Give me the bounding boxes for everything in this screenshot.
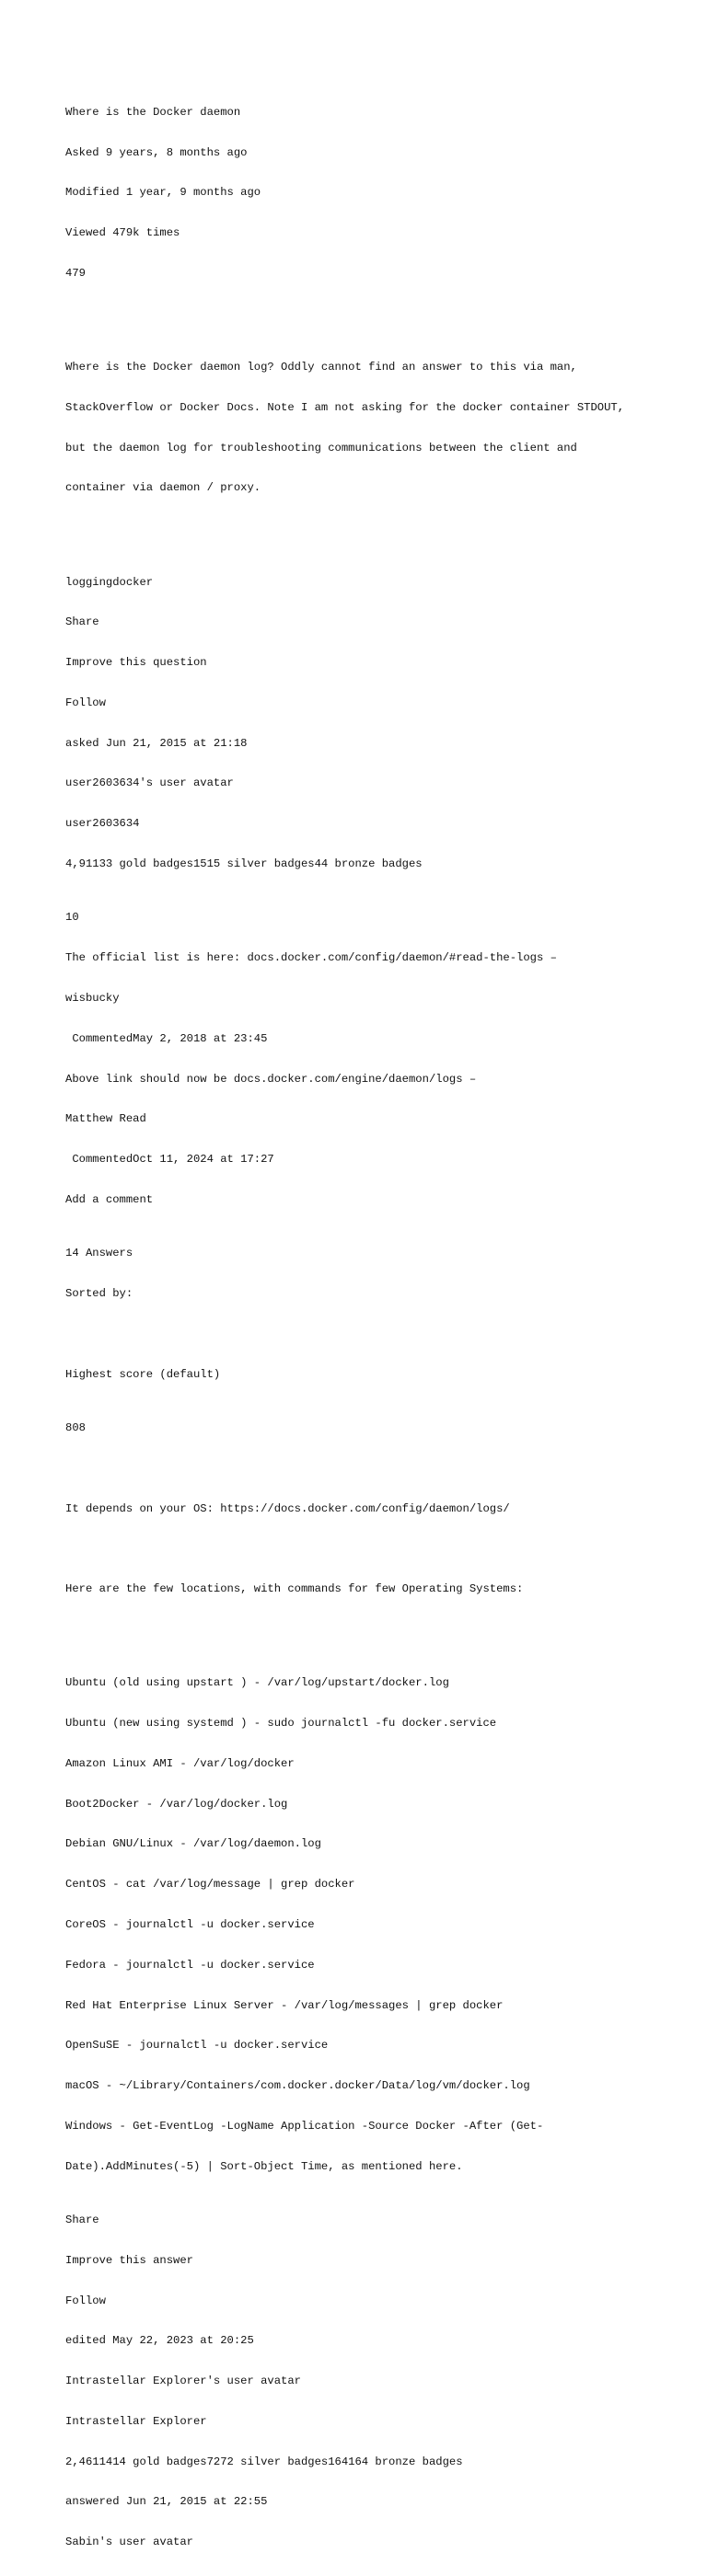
asker-avatar-alt: user2603634's user avatar (65, 776, 234, 790)
location-item: Debian GNU/Linux - /var/log/daemon.log (65, 1837, 321, 1851)
viewed-meta: Viewed 479k times (65, 226, 180, 240)
comment-score: 10 (65, 911, 79, 925)
question-body-line: Where is the Docker daemon log? Oddly cannot find an answer to this via man, (65, 361, 577, 374)
edited-timestamp-link[interactable]: edited May 22, 2023 at 20:25 (65, 2334, 254, 2348)
location-item: Boot2Docker - /var/log/docker.log (65, 1797, 288, 1811)
location-item: macOS - ~/Library/Containers/com.docker.docker/Data/log/vm/docker.log (65, 2079, 530, 2093)
asker-badges: 4,91133 gold badges1515 silver badges44 bronze badges (65, 857, 423, 871)
spacer (65, 1328, 655, 1341)
comment-text: Above link should now be docs.docker.com/engine/daemon/logs – (65, 1072, 477, 1086)
question-body-line: StackOverflow or Docker Docs. Note I am not asking for the docker container STDOUT, (65, 400, 625, 414)
answered-timestamp: answered Jun 21, 2015 at 22:55 (65, 2495, 268, 2509)
share-answer-link[interactable]: Share (65, 2214, 99, 2226)
question-title: Where is the Docker daemon (65, 105, 241, 119)
editor-username-link[interactable]: Intrastellar Explorer (65, 2414, 207, 2428)
sort-select[interactable]: Highest score (default) (65, 1367, 221, 1381)
improve-question-link[interactable]: Improve this question (65, 656, 207, 670)
follow-question-button[interactable]: Follow (65, 696, 106, 709)
spacer (65, 1462, 655, 1476)
answer-score: 808 (65, 1420, 86, 1434)
location-item: Date).AddMinutes(-5) | Sort-Object Time, as mentioned here. (65, 2159, 463, 2173)
asker-username-link[interactable]: user2603634 (65, 817, 140, 831)
answerer-avatar-alt: Sabin's user avatar (65, 2536, 193, 2549)
spacer (65, 307, 655, 321)
page-content (65, 65, 655, 2576)
comment-author-link[interactable]: wisbucky (65, 991, 120, 1005)
question-body-line: but the daemon log for troubleshooting communications between the client and (65, 441, 577, 454)
location-item: OpenSuSE - journalctl -u docker.service (65, 2039, 329, 2053)
location-item: Fedora - journalctl -u docker.service (65, 1958, 315, 1972)
location-item: Amazon Linux AMI - /var/log/docker (65, 1756, 295, 1770)
add-comment-link[interactable]: Add a comment (65, 1192, 154, 1206)
location-item: Ubuntu (old using upstart ) - /var/log/upstart/docker.log (65, 1676, 449, 1690)
comment-date: CommentedOct 11, 2024 at 17:27 (65, 1153, 274, 1167)
improve-answer-link[interactable]: Improve this answer (65, 2253, 193, 2267)
follow-answer-button[interactable]: Follow (65, 2294, 106, 2307)
spacer (65, 1623, 655, 1637)
location-item: Ubuntu (new using systemd ) - sudo journalctl -fu docker.service (65, 1717, 497, 1731)
asked-meta: Asked 9 years, 8 months ago (65, 145, 248, 159)
spacer (65, 1542, 655, 1556)
editor-badges: 2,4611414 gold badges7272 silver badges164164 bronze badges (65, 2455, 463, 2468)
sorted-by-label: Sorted by: (65, 1287, 133, 1301)
location-item: CoreOS - journalctl -u docker.service (65, 1917, 315, 1931)
asked-timestamp: asked Jun 21, 2015 at 21:18 (65, 736, 248, 750)
comment-date: CommentedMay 2, 2018 at 23:45 (65, 1031, 268, 1045)
spacer (65, 522, 655, 535)
question-tags[interactable]: loggingdocker (65, 575, 154, 589)
editor-avatar-alt: Intrastellar Explorer's user avatar (65, 2375, 301, 2388)
share-question-link[interactable]: Share (65, 615, 99, 629)
modified-meta: Modified 1 year, 9 months ago (65, 186, 261, 200)
question-score: 479 (65, 266, 86, 280)
comment-author-link[interactable]: Matthew Read (65, 1112, 146, 1126)
comment-text: The official list is here: docs.docker.com/config/daemon/#read-the-logs – (65, 951, 557, 965)
location-item: Red Hat Enterprise Linux Server - /var/log/messages | grep docker (65, 1998, 504, 2012)
location-item: CentOS - cat /var/log/message | grep docker (65, 1878, 355, 1892)
question-body-line: container via daemon / proxy. (65, 481, 261, 495)
answer-locations-intro: Here are the few locations, with commands for few Operating Systems: (65, 1582, 524, 1596)
answers-count: 14 Answers (65, 1247, 133, 1260)
location-item: Windows - Get-EventLog -LogName Application -Source Docker -After (Get- (65, 2119, 544, 2133)
answer-intro: It depends on your OS: https://docs.docker.com/config/daemon/logs/ (65, 1501, 510, 1515)
